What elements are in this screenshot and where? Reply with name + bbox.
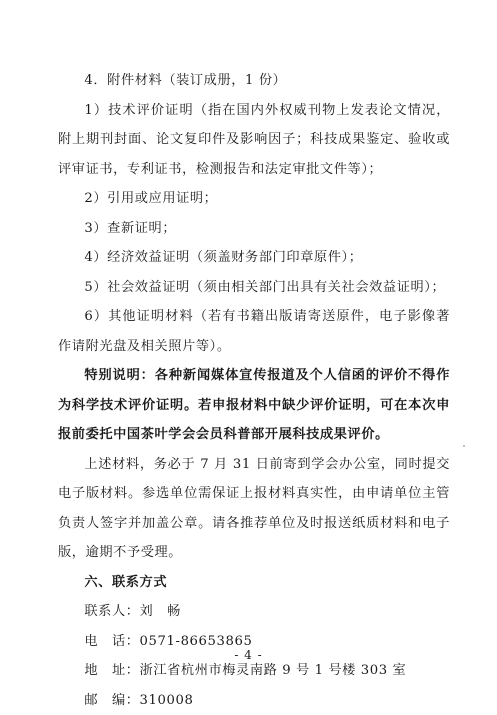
attachment-heading: 4．附件材料（装订成册，1 份） — [58, 66, 450, 96]
attachment-item-1: 1）技术评价证明（指在国内外权威刊物上发表论文情况，附上期刊封面、论文复印件及影响因子；科技成果鉴定、验收或评审证书，专利证书，检测报告和法定审批文件等）； — [58, 96, 450, 185]
page-number: - 4 - — [0, 648, 497, 662]
contact-address-label: 地 址： — [84, 656, 139, 686]
contact-person-label: 联系人： — [84, 597, 139, 627]
attachment-item-6: 6）其他证明材料（若有书籍出版请寄送原件，电子影像著作请附光盘及相关照片等）。 — [58, 302, 450, 361]
special-note: 特别说明：各种新闻媒体宣传报道及个人信函的评价不得作为科学技术评价证明。若申报材料中缺少评价证明，可在本次申报前委托中国茶叶学会会员科普部开展科技成果评价。 — [58, 361, 450, 450]
contact-phone-label: 电 话： — [84, 627, 139, 657]
attachment-item-2: 2）引用或应用证明； — [58, 184, 450, 214]
contact-postcode-value: 310008 — [140, 693, 194, 708]
document-body — [58, 66, 450, 715]
contact-heading: 六、联系方式 — [58, 568, 450, 598]
contact-postcode-row — [58, 686, 450, 715]
contact-postcode-label: 邮 编： — [84, 686, 139, 715]
contact-person-row — [58, 597, 450, 627]
attachment-item-4: 4）经济效益证明（须盖财务部门印章原件）； — [58, 243, 450, 273]
contact-address-value: 浙江省杭州市梅灵南路 9 号 1 号楼 303 室 — [140, 663, 407, 678]
attachment-item-5: 5）社会效益证明（须由相关部门出具有关社会效益证明）； — [58, 273, 450, 303]
attachment-item-3: 3）查新证明； — [58, 214, 450, 244]
contact-phone-value: 0571-86653865 — [140, 634, 253, 649]
scan-speck — [463, 445, 465, 447]
contact-person-value: 刘 畅 — [140, 604, 181, 619]
submission-notice: 上述材料，务必于 7 月 31 日前寄到学会办公室，同时提交电子版材料。参选单位需保证上报材料真实性，由申请单位主管负责人签字并加盖公章。请各推荐单位及时报送纸质材料和电子版，逾期不予受理。 — [58, 450, 450, 568]
